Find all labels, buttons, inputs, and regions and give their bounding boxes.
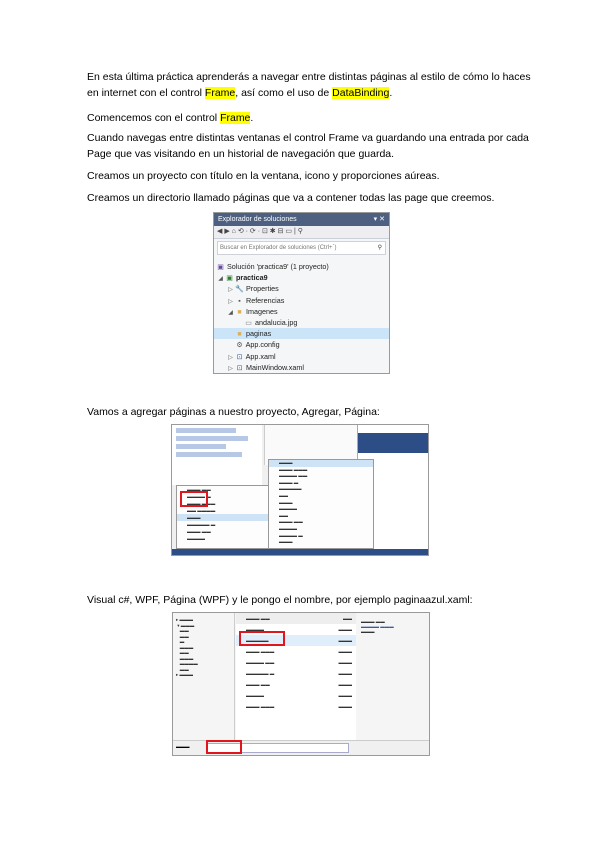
template-list: ▬▬▬ ▬▬ ▬▬ ▬▬▬▬ ▬▬▬ ▬▬▬▬▬ ▬▬▬ ▬▬▬ ▬▬▬ ▬▬▬ ▬▬▬▬ ▬▬ ▬▬▬ ▬▬▬▬▬ ▬ ▬▬▬ ▬▬▬ ▬▬ ▬▬▬ ▬▬▬▬ ▬▬▬ ▬▬▬ ▬▬▬ ▬▬▬ xyxy=(236,613,356,741)
intro-text-2: , así como el uso de xyxy=(235,87,333,99)
tree-label: App.config xyxy=(245,340,280,350)
expanded-arrow-icon: ◢ xyxy=(218,276,223,283)
csharp-project-icon: ▣ xyxy=(226,275,233,283)
solution-explorer-toolbar: ◀ ▶ ⌂ ⟲ · ⟳ · ⊡ ✱ ⊟ ▭ | ⚲ xyxy=(214,226,389,239)
context-menu-submenu: ▬▬▬ ▬▬▬ ▬▬▬ ▬▬▬▬ ▬▬ ▬▬▬ ▬ ▬▬▬▬▬ ▬▬ ▬▬▬ ▬▬▬▬ ▬▬ ▬▬▬ ▬▬ ▬▬▬▬ ▬▬▬▬ ▬ ▬▬▬ xyxy=(268,459,374,549)
solution-explorer-search xyxy=(217,241,386,255)
tree-label: MainWindow.xaml xyxy=(246,362,304,372)
collapsed-arrow-icon: ▷ xyxy=(228,365,233,372)
intro-paragraph xyxy=(87,69,537,101)
tree-label: Referencias xyxy=(246,295,285,305)
collapsed-arrow-icon: ▷ xyxy=(228,298,233,305)
expanded-arrow-icon: ◢ xyxy=(228,309,233,316)
directory-paragraph: Creamos un directorio llamado páginas que va a contener todas las page que creemos. xyxy=(87,192,495,204)
ide-status-bar xyxy=(172,549,428,555)
references-icon: ▪ xyxy=(238,297,241,305)
folder-icon: ■ xyxy=(237,308,242,316)
page-wpf-paragraph: Visual c#, WPF, Página (WPF) y le pongo el nombre, por ejemplo paginaazul.xaml: xyxy=(87,594,473,606)
search-placeholder: Buscar en Explorador de soluciones (Ctrl+`) xyxy=(220,245,337,251)
xaml-file-icon: ⊡ xyxy=(236,353,243,361)
solution-tree xyxy=(214,261,389,373)
collapsed-arrow-icon: ▷ xyxy=(228,354,233,361)
add-new-item-dialog-screenshot xyxy=(172,612,430,756)
wrench-icon: 🔧 xyxy=(235,286,244,294)
code-editor-area xyxy=(172,425,262,485)
tree-item-properties xyxy=(214,283,389,294)
tree-label: paginas xyxy=(246,329,272,339)
folder-icon: ■ xyxy=(237,331,242,339)
xaml-file-icon: ⊡ xyxy=(236,364,243,372)
context-menu-primary: ▬▬▬ ▬▬ ▬▬▬▬ ▬ ▬▬▬ ▬▬▬ ▬▬ ▬▬▬▬ ▬▬▬ ▬▬▬▬▬ ▬ ▬▬▬ ▬▬ ▬▬▬▬ xyxy=(176,485,270,549)
add-page-paragraph: Vamos a agregar páginas a nuestro proyecto, Agregar, Página: xyxy=(87,406,380,418)
tree-label: andalucia.jpg xyxy=(255,317,298,327)
dialog-name-bar: ▬▬▬ xyxy=(173,740,429,755)
tree-item-project xyxy=(214,272,389,283)
intro-period: . xyxy=(389,87,393,99)
tree-item-app-config xyxy=(214,339,389,350)
template-category-tree: ▸ ▬▬▬ ▾ ▬▬▬ ▬▬ ▬▬ ▬ ▬▬▬ ▬▬ ▬▬▬ ▬▬▬▬ ▬▬ ▸ ▬▬▬ xyxy=(173,613,235,741)
add-page-context-menu-screenshot xyxy=(171,424,429,556)
tree-item-imagenes xyxy=(214,306,389,317)
template-description: ▬▬▬ ▬▬ ▬▬▬▬ ▬▬▬ ▬▬▬ xyxy=(361,619,394,634)
frame-text: Comencemos con el control xyxy=(87,112,221,124)
history-paragraph: Cuando navegas entre distintas ventanas el control Frame va guardando una entrada por cada Page que vas visitando en un historial de navegación que guarda. xyxy=(87,132,529,160)
solution-explorer-screenshot xyxy=(213,212,390,374)
intro-text: En esta última práctica aprenderás a navegar entre distintas páginas al estilo de cómo lo haces en internet con el control xyxy=(87,71,531,99)
pin-close-icons: ▾ ✕ xyxy=(373,216,385,223)
image-file-icon: ▭ xyxy=(245,319,252,327)
tree-label: practica9 xyxy=(236,273,268,283)
solution-explorer-title xyxy=(214,213,389,226)
tree-item-paginas xyxy=(214,328,389,339)
tree-item-references xyxy=(214,295,389,306)
solution-explorer-title-text: Explorador de soluciones xyxy=(218,216,297,223)
config-file-icon: ⚙ xyxy=(236,342,243,350)
collapsed-arrow-icon: ▷ xyxy=(228,287,233,294)
tree-label: App.xaml xyxy=(245,351,276,361)
frame-highlight: Frame xyxy=(204,87,236,99)
frame-highlight-2: Frame xyxy=(220,112,251,124)
page-wpf-highlight-box xyxy=(239,631,285,646)
tree-label: Imagenes xyxy=(246,306,278,316)
solution-icon: ▣ xyxy=(217,264,224,271)
tree-label: Properties xyxy=(246,284,279,294)
agregar-highlight-box xyxy=(180,491,208,507)
project-paragraph: Creamos un proyecto con título en la ventana, icono y proporciones aúreas. xyxy=(87,170,440,182)
name-field-highlight-box xyxy=(206,740,242,754)
tree-item-app-xaml xyxy=(214,351,389,362)
tree-item-solution xyxy=(214,261,389,272)
tree-item-main-window xyxy=(214,362,389,373)
frame-paragraph xyxy=(87,110,537,126)
frame-period: . xyxy=(250,112,254,124)
search-icon: ⚲ xyxy=(377,245,382,251)
databinding-highlight: DataBinding xyxy=(332,87,390,99)
tree-label: Solución 'practica9' (1 proyecto) xyxy=(227,262,329,271)
pane-header-bar xyxy=(358,433,428,453)
tree-item-image-file xyxy=(214,317,389,328)
